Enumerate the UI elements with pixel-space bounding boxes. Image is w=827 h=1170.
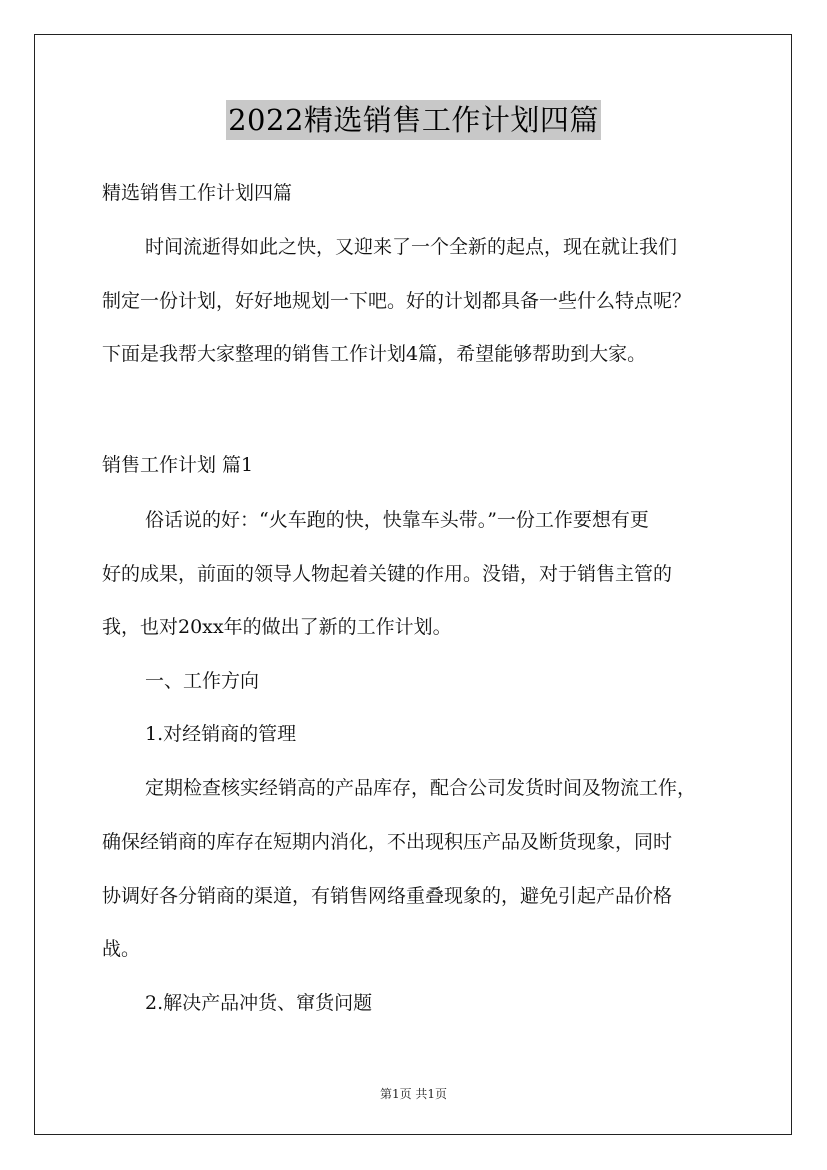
item1-line-2: 确保经销商的库存在短期内消化，不出现积压产品及断货现象，同时 (102, 831, 673, 853)
document-subtitle: 精选销售工作计划四篇 (102, 182, 293, 204)
section1-line-1: 俗话说的好：“火车跑的快，快靠车头带。”一份工作要想有更 (145, 509, 649, 531)
item1-line-3: 协调好各分销商的渠道，有销售网络重叠现象的，避免引起产品价格 (102, 885, 673, 907)
section1-line-3: 我，也对20xx年的做出了新的工作计划。 (102, 616, 452, 638)
section1-line-2: 好的成果，前面的领导人物起着关键的作用。没错，对于销售主管的 (102, 563, 673, 585)
item1-line-4: 战。 (102, 938, 141, 960)
intro-line-2: 制定一份计划，好好地规划一下吧。好的计划都具备一些什么特点呢？ (102, 290, 692, 312)
heading-work-direction: 一、工作方向 (145, 670, 260, 692)
section-heading: 销售工作计划 篇1 (102, 454, 254, 476)
intro-line-3: 下面是我帮大家整理的销售工作计划4篇，希望能够帮助到大家。 (102, 343, 647, 365)
document-title: 2022精选销售工作计划四篇 (226, 100, 601, 140)
page-number-footer: 第1页 共1页 (379, 1087, 448, 1101)
intro-line-1: 时间流逝得如此之快，又迎来了一个全新的起点，现在就让我们 (145, 236, 678, 258)
heading-item-2: 2.解决产品冲货、窜货问题 (145, 992, 373, 1014)
heading-item-1: 1.对经销商的管理 (145, 723, 297, 745)
title-container (0, 100, 827, 140)
item1-line-1: 定期检查核实经销高的产品库存，配合公司发货时间及物流工作， (145, 777, 697, 799)
